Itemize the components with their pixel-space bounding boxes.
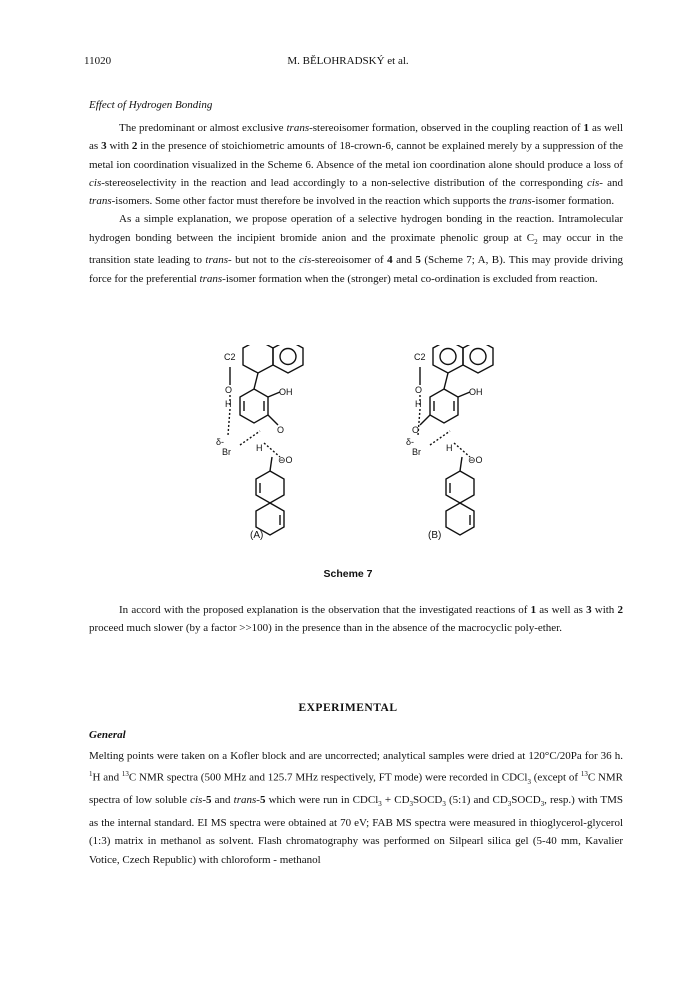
text-run: 4 — [387, 254, 393, 267]
text-run: trans — [509, 195, 532, 208]
scheme-7-structures — [180, 345, 540, 545]
scheme-title: Scheme 7 — [323, 568, 373, 580]
paragraph: The predominant or almost exclusive trans-stereoisomer formation, observed in the coupling reaction of 1 as well as 3 with 2 in the presence of stoichiometric amounts of 18-crown-6, cannot be explained merely by a suppression of the metal ion coordination visualized in the Scheme 6. Absence of the metal ion coordination alone should produce a loss of cis-stereoselectivity in the reaction and lead accordingly to a non-selective distribution of the corresponding cis- and trans-isomers. Some other factor must therefore be involved in the reaction which supports the trans-isomer formation. — [89, 122, 624, 208]
section-accord-body — [89, 601, 623, 638]
text-run: cis — [299, 254, 312, 267]
atom-c2-a: C2 — [224, 352, 236, 362]
text-run: cis — [190, 794, 203, 807]
text-run: 1 — [583, 122, 589, 134]
atom-br-b: Br — [412, 447, 421, 457]
text-run: 13 — [121, 770, 129, 779]
text-run: 1 — [530, 604, 537, 616]
atom-o-carbonyl-a: O — [277, 425, 285, 435]
atom-h-a: H — [225, 399, 232, 409]
text-run: 3 — [378, 800, 382, 809]
atom-o-b: O — [415, 385, 423, 395]
text-run: trans — [199, 272, 223, 285]
atom-c2-b: C2 — [414, 352, 426, 362]
text-run: 2 — [617, 604, 623, 616]
text-run: 3 — [442, 800, 446, 809]
text-run: 5 — [415, 254, 421, 267]
section-hydrogen-bonding-body — [89, 119, 623, 288]
structure-b — [418, 345, 493, 535]
text-run: 13 — [580, 770, 588, 779]
text-run: trans — [286, 122, 310, 134]
atom-ominus-a: ⊖O — [278, 455, 293, 465]
atom-delta-a: δ- — [216, 437, 225, 447]
text-run: trans — [89, 195, 112, 208]
text-run: 3 — [540, 800, 545, 809]
text-run: trans — [205, 254, 229, 267]
text-run: 3 — [409, 800, 414, 809]
section-heading-hydrogen-bonding: Effect of Hydrogen Bonding — [89, 99, 213, 111]
atom-h2-b: H — [446, 443, 453, 453]
paragraph: In accord with the proposed explanation is the observation that the investigated reactions of 1 as well as 3 with 2 proceed much slower (by a factor >>100) in the presence than in the absence of the macrocyclic poly-ether. — [89, 604, 623, 635]
text-run: 1 — [89, 770, 93, 779]
scheme-label-a: (A) — [250, 530, 264, 541]
experimental-heading: EXPERIMENTAL — [298, 702, 398, 714]
text-run: 2 — [534, 237, 538, 246]
atom-br-a: Br — [222, 447, 231, 457]
paragraph: As a simple explanation, we propose operation of a selective hydrogen bonding in the reaction. Intramolecular hydrogen bonding between the incipient bromide anion and the proximate phenolic group at $C_2$ may occur in the transition state leading to trans- but not to the cis-stereoisomer of 4 and 5 (Scheme 7; A, B). This may provide driving force for the preferential trans-isomer formation when the (stronger) metal co-ordination is excluded from reaction. — [89, 213, 623, 285]
text-run: 2 — [131, 140, 138, 153]
structure-a — [228, 345, 303, 535]
page-number: 11020 — [84, 55, 112, 67]
text-run: 3 — [527, 778, 531, 787]
running-title: M. BĚLOHRADSKÝ et al. — [287, 55, 409, 67]
text-run: cis — [89, 176, 102, 189]
atom-o-carbonyl-b: O — [412, 425, 420, 435]
atom-ominus-b: ⊖O — [468, 455, 483, 465]
atom-h-b: H — [415, 399, 422, 409]
atom-h2-a: H — [256, 443, 263, 453]
general-subheading: General — [89, 729, 126, 741]
text-run: 3 — [586, 604, 592, 616]
atom-oh-a: OH — [279, 387, 293, 397]
section-general-body — [89, 747, 623, 869]
atom-oh-b: OH — [469, 387, 483, 397]
text-run: cis — [587, 176, 600, 189]
paragraph: Melting points were taken on a Kofler block and are uncorrected; analytical samples were dried at 120°C/20Pa for 36 h. $^1$H and $^{13}$C NMR spectra (500 MHz and 125.7 MHz respectively, FT mode) were recorded in CDCl$_3$ (except of $^{13}$C NMR spectra of low soluble cis-5 and trans-5 which were run in CDCl$_3$ + $CD_3SOCD_3$ (5:1) and $CD_3SOCD_3$, resp.) with TMS as the internal standard. EI MS spectra were obtained at 70 eV; FAB MS spectra were measured in thioglycerol-glycerol (1:3) matrix in methanol as solvent. Flash chromatography was performed on Silpearl silica gel (5-40 mm, Kavalier Votice, Czech Republic) with chloroform - methanol — [89, 750, 624, 866]
text-run: 3 — [507, 800, 512, 809]
text-run: 5 — [206, 794, 212, 807]
atom-delta-b: δ- — [406, 437, 415, 447]
text-run: trans — [233, 794, 257, 807]
atom-o-a: O — [225, 385, 233, 395]
text-run: 3 — [101, 140, 107, 153]
scheme-label-b: (B) — [428, 530, 442, 541]
text-run: 5 — [259, 794, 266, 807]
